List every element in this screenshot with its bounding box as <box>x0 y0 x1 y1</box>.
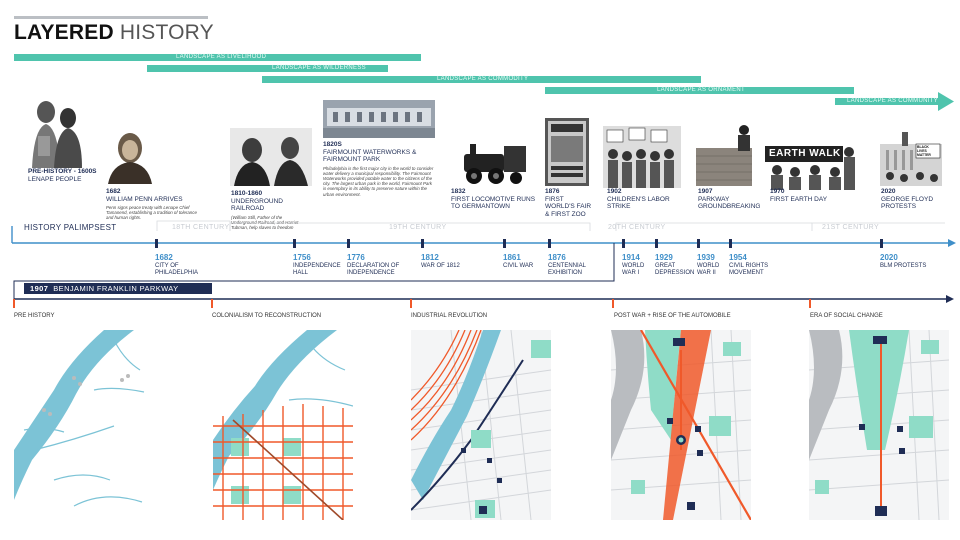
era-19th-century: 19TH CENTURY <box>389 224 447 231</box>
event-penn: 1682 WILLIAM PENN ARRIVES Penn signs peace treaty with Lenape Chief Tamanend, establishing a tradition of tolerance and human rights. <box>106 188 197 221</box>
lenape-people-photo <box>24 92 86 168</box>
landscape-band-commodity: LANDSCAPE AS COMMODITY <box>262 76 701 83</box>
map-postwar <box>611 330 751 520</box>
tick-2020: 2020 BLM PROTESTS <box>880 253 927 269</box>
event-waterworks: 1820S FAIRMOUNT WATERWORKS & FAIRMOUNT PARK Philadelphia is the first major city in the world to consider water delivery a municipal responsibility. The Fairmount Waterworks provided potable water to the citizens of the city. The largest urban park in the world, Fairmount Park is exemplary in its ability to preserve nature within the urban environment. <box>323 141 434 197</box>
tick-1756: 1756 INDEPENDENCE HALL <box>293 253 341 277</box>
tick-1812: 1812 WAR OF 1812 <box>421 253 460 269</box>
event-george-floyd: 2020 GEORGE FLOYD PROTESTS <box>881 188 934 210</box>
tick-1939: 1939 WORLD WAR II <box>697 253 720 277</box>
map-social-change <box>809 330 949 520</box>
page-title: LAYERED HISTORY <box>14 21 214 44</box>
landscape-band-livelihood: LANDSCAPE AS LIVELIHOOD <box>14 54 421 61</box>
event-earth-day: 1970 FIRST EARTH DAY <box>770 188 828 203</box>
map-label-postwar: POST WAR + RISE OF THE AUTOMOBILE <box>614 313 731 319</box>
event-labor-strike: 1902 CHILDREN'S LABOR STRIKE <box>607 188 670 210</box>
blm-sign-text: BLACK LIVES MATTER <box>917 145 931 157</box>
map-label-industrial: INDUSTRIAL REVOLUTION <box>411 313 488 319</box>
map-prehistory <box>14 330 154 520</box>
landscape-band-wilderness: LANDSCAPE AS WILDERNESS <box>147 65 388 72</box>
william-penn-portrait <box>106 126 154 184</box>
waterworks-photo <box>323 100 435 138</box>
map-label-prehistory: PRE HISTORY <box>14 313 55 319</box>
era-21st-century: 21ST CENTURY <box>822 224 880 231</box>
worlds-fair-poster <box>545 118 589 186</box>
labor-strike-photo <box>603 126 681 188</box>
george-floyd-protest-photo <box>880 130 942 186</box>
underground-railroad-portraits <box>230 128 312 186</box>
parkway-badge: 1907 BENJAMIN FRANKLIN PARKWAY <box>24 283 212 294</box>
landscape-band-community: LANDSCAPE AS COMMUNITY <box>835 98 941 105</box>
era-18th-century: 18TH CENTURY <box>172 224 230 231</box>
event-underground-railroad: 1810-1860 UNDERGROUND RAILROAD (William Still, Father of the Underground Railroad, and Harriet Tubman, help slaves to freedom <box>231 190 299 230</box>
community-arrowhead <box>938 92 954 111</box>
groundbreaking-photo <box>696 122 756 186</box>
tick-1682: 1682 CITY OF PHILADELPHIA <box>155 253 199 277</box>
tick-1914: 1914 WORLD WAR I <box>622 253 645 277</box>
map-label-social-change: ERA OF SOCIAL CHANGE <box>810 313 883 319</box>
map-colonialism <box>213 330 353 520</box>
tick-1954: 1954 CIVIL RIGHTS MOVEMENT <box>729 253 769 277</box>
event-locomotive: 1832 FIRST LOCOMOTIVE RUNS TO GERMANTOWN <box>451 188 536 210</box>
timeline-label: HISTORY PALIMPSEST <box>24 223 117 232</box>
earth-walk-banner-text: EARTH WALK <box>769 148 841 159</box>
era-20th-century: 20TH CENTURY <box>608 224 666 231</box>
event-worlds-fair: 1876 FIRST WORLD'S FAIR & FIRST ZOO <box>545 188 592 218</box>
map-label-colonialism: COLONIALISM TO RECONSTRUCTION <box>212 313 322 319</box>
tick-1876: 1876 CENTENNIAL EXHIBITION <box>548 253 586 277</box>
locomotive-photo <box>458 140 534 186</box>
event-parkway-groundbreaking: 1907 PARKWAY GROUNDBREAKING <box>698 188 761 210</box>
tick-1776: 1776 DECLARATION OF INDEPENDENCE <box>347 253 400 277</box>
earth-day-photo <box>765 140 857 190</box>
map-industrial <box>411 330 551 520</box>
title-rule <box>14 16 208 19</box>
event-lenape: PRE-HISTORY - 1600S LENAPE PEOPLE <box>28 168 97 183</box>
tick-1929: 1929 GREAT DEPRESSION <box>655 253 695 277</box>
tick-1861: 1861 CIVIL WAR <box>503 253 534 269</box>
landscape-band-ornament: LANDSCAPE AS ORNAMENT <box>545 87 854 94</box>
